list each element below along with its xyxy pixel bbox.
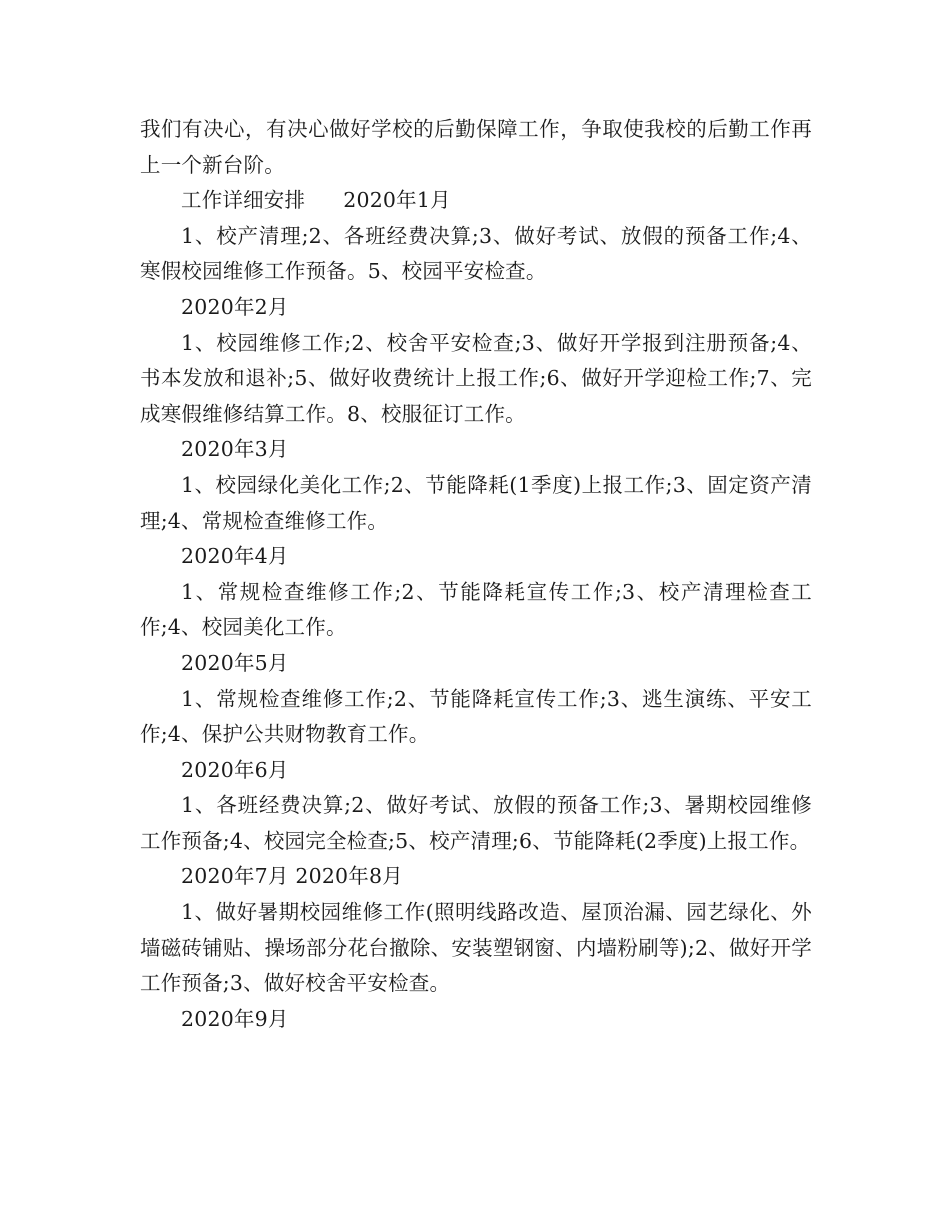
month-items-jul-aug: 1、做好暑期校园维修工作(照明线路改造、屋顶治漏、园艺绿化、外墙磁砖铺贴、操场部分花台撤除、安装塑钢窗、内墙粉刷等);2、做好开学工作预备;3、做好校舍平安检查。 [140, 900, 812, 996]
document-body [140, 112, 812, 1037]
month-heading-sep: 2020年9月 [181, 1006, 289, 1031]
month-heading-jan: 2020年1月 [343, 188, 451, 213]
month-items-may: 1、常规检查维修工作;2、节能降耗宣传工作;3、逃生演练、平安工作;4、保护公共财物教育工作。 [140, 686, 812, 747]
month-heading-jul-aug: 2020年7月 2020年8月 [181, 864, 403, 889]
month-items-jun: 1、各班经费决算;2、做好考试、放假的预备工作;3、暑期校园维修工作预备;4、校园完全检查;5、校产清理;6、节能降耗(2季度)上报工作。 [140, 793, 812, 853]
month-heading-apr: 2020年4月 [181, 544, 289, 569]
month-items-jan: 1、校产清理;2、各班经费决算;3、做好考试、放假的预备工作;4、寒假校园维修工作预备。5、校园平安检查。 [140, 223, 812, 284]
month-heading-mar: 2020年3月 [181, 437, 289, 462]
intro-paragraph: 我们有决心，有决心做好学校的后勤保障工作，争取使我校的后勤工作再上一个新台阶。 [140, 117, 812, 177]
plan-heading [140, 183, 812, 219]
month-heading-jun: 2020年6月 [181, 757, 289, 782]
month-items-feb: 1、校园维修工作;2、校舍平安检查;3、做好开学报到注册预备;4、书本发放和退补;5、做好收费统计上报工作;6、做好开学迎检工作;7、完成寒假维修结算工作。8、校服征订工作。 [140, 330, 812, 426]
plan-title: 工作详细安排 [181, 188, 306, 213]
month-items-apr: 1、常规检查维修工作;2、节能降耗宣传工作;3、校产清理检查工作;4、校园美化工作。 [140, 579, 812, 640]
month-heading-feb: 2020年2月 [181, 294, 289, 319]
month-heading-may: 2020年5月 [181, 650, 289, 675]
month-items-mar: 1、校园绿化美化工作;2、节能降耗(1季度)上报工作;3、固定资产清理;4、常规检查维修工作。 [140, 472, 812, 533]
